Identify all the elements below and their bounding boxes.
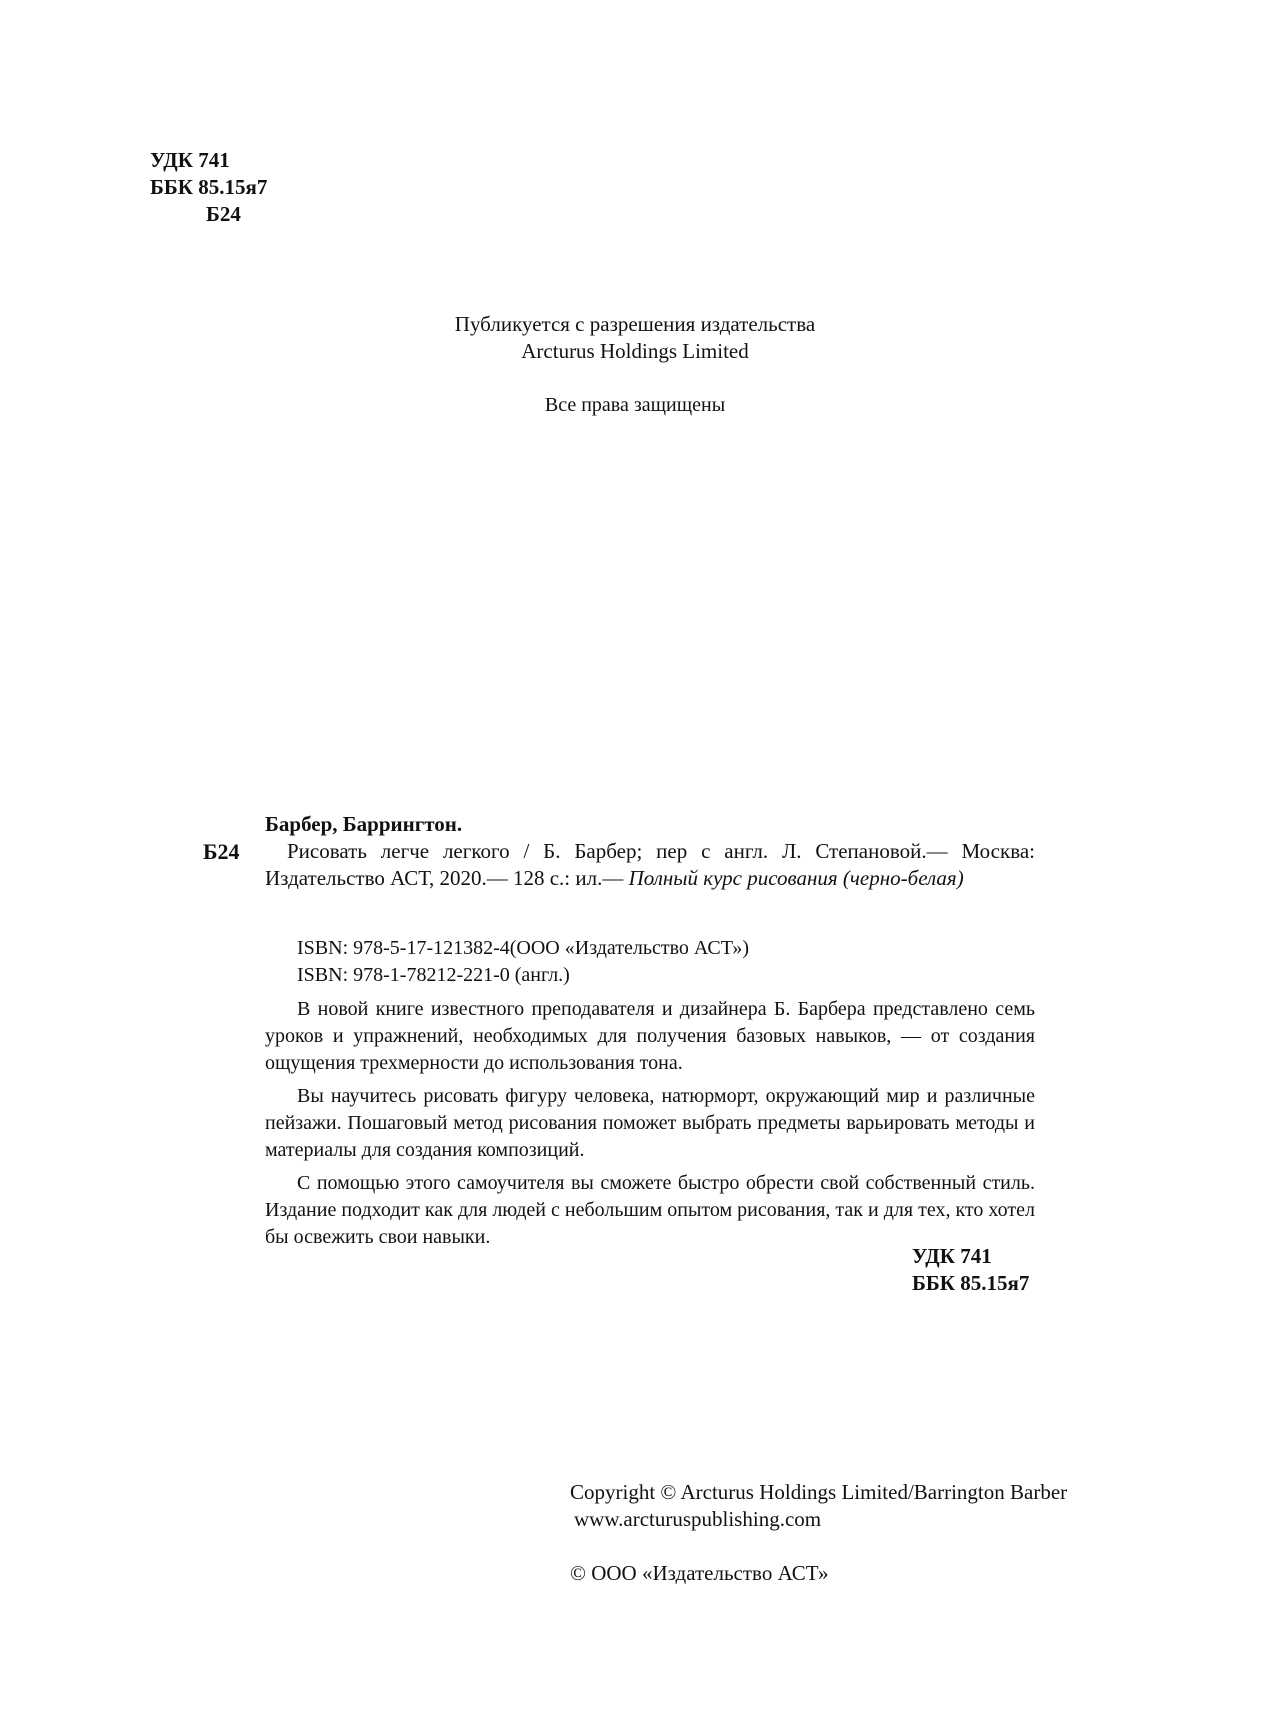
- annotation-paragraph-1: В новой книге известного преподавателя и дизайнера Б. Барбера представлено семь уроков и упражнений, необходимых для получения базовых навыков, — от создания ощущения трехмерности до использования тона.: [265, 998, 1035, 1074]
- rights-notice: Все права защищены: [544, 394, 726, 416]
- publisher-website: www.arcturuspublishing.com: [574, 1507, 822, 1531]
- isbn-2: ISBN: 978-1-78212-221-0 (англ.): [297, 964, 570, 986]
- catalog-title: Рисовать легче легкого / Б. Барбер; пер с англ. Л. Степановой.—: [287, 839, 948, 863]
- code-top: Б24: [206, 202, 241, 226]
- bibliographic-entry: [265, 838, 1035, 892]
- udk-top: УДК 741: [150, 148, 230, 172]
- isbn-1: ISBN: 978-5-17-121382-4(ООО «Издательство АСТ»): [297, 937, 750, 959]
- publisher-copyright: © ООО «Издательство АСТ»: [570, 1561, 829, 1585]
- catalog-publication: Москва: Издательство АСТ, 2020.— 128 с.: ил.—: [265, 839, 1035, 890]
- publication-line-1: Публикуется с разрешения издательства: [454, 312, 816, 336]
- annotation-paragraph-3: С помощью этого самоучителя вы сможете быстро обрести свой собственный стиль. Издание подходит как для людей с небольшим опытом рисования, так и для тех, кто хотел бы освежить свои навыки.: [265, 1172, 1035, 1248]
- catalog-author: Барбер, Баррингтон.: [265, 812, 463, 836]
- copyright-line: Copyright © Arcturus Holdings Limited/Barrington Barber: [570, 1480, 1068, 1504]
- bbk-top: ББК 85.15я7: [150, 175, 268, 199]
- publication-line-2: Arcturus Holdings Limited: [521, 339, 749, 363]
- publication-notice: [0, 311, 1270, 365]
- annotation-paragraph-2: Вы научитесь рисовать фигуру человека, натюрморт, окружающий мир и различные пейзажи. Пошаговый метод рисования поможет выбрать предметы варьировать методы и материалы для создания композиций.: [265, 1085, 1035, 1161]
- udk-bottom: УДК 741: [912, 1244, 992, 1268]
- bbk-bottom: ББК 85.15я7: [912, 1271, 1030, 1295]
- catalog-code: Б24: [203, 839, 240, 864]
- catalog-series: Полный курс рисования (черно-белая): [628, 866, 964, 890]
